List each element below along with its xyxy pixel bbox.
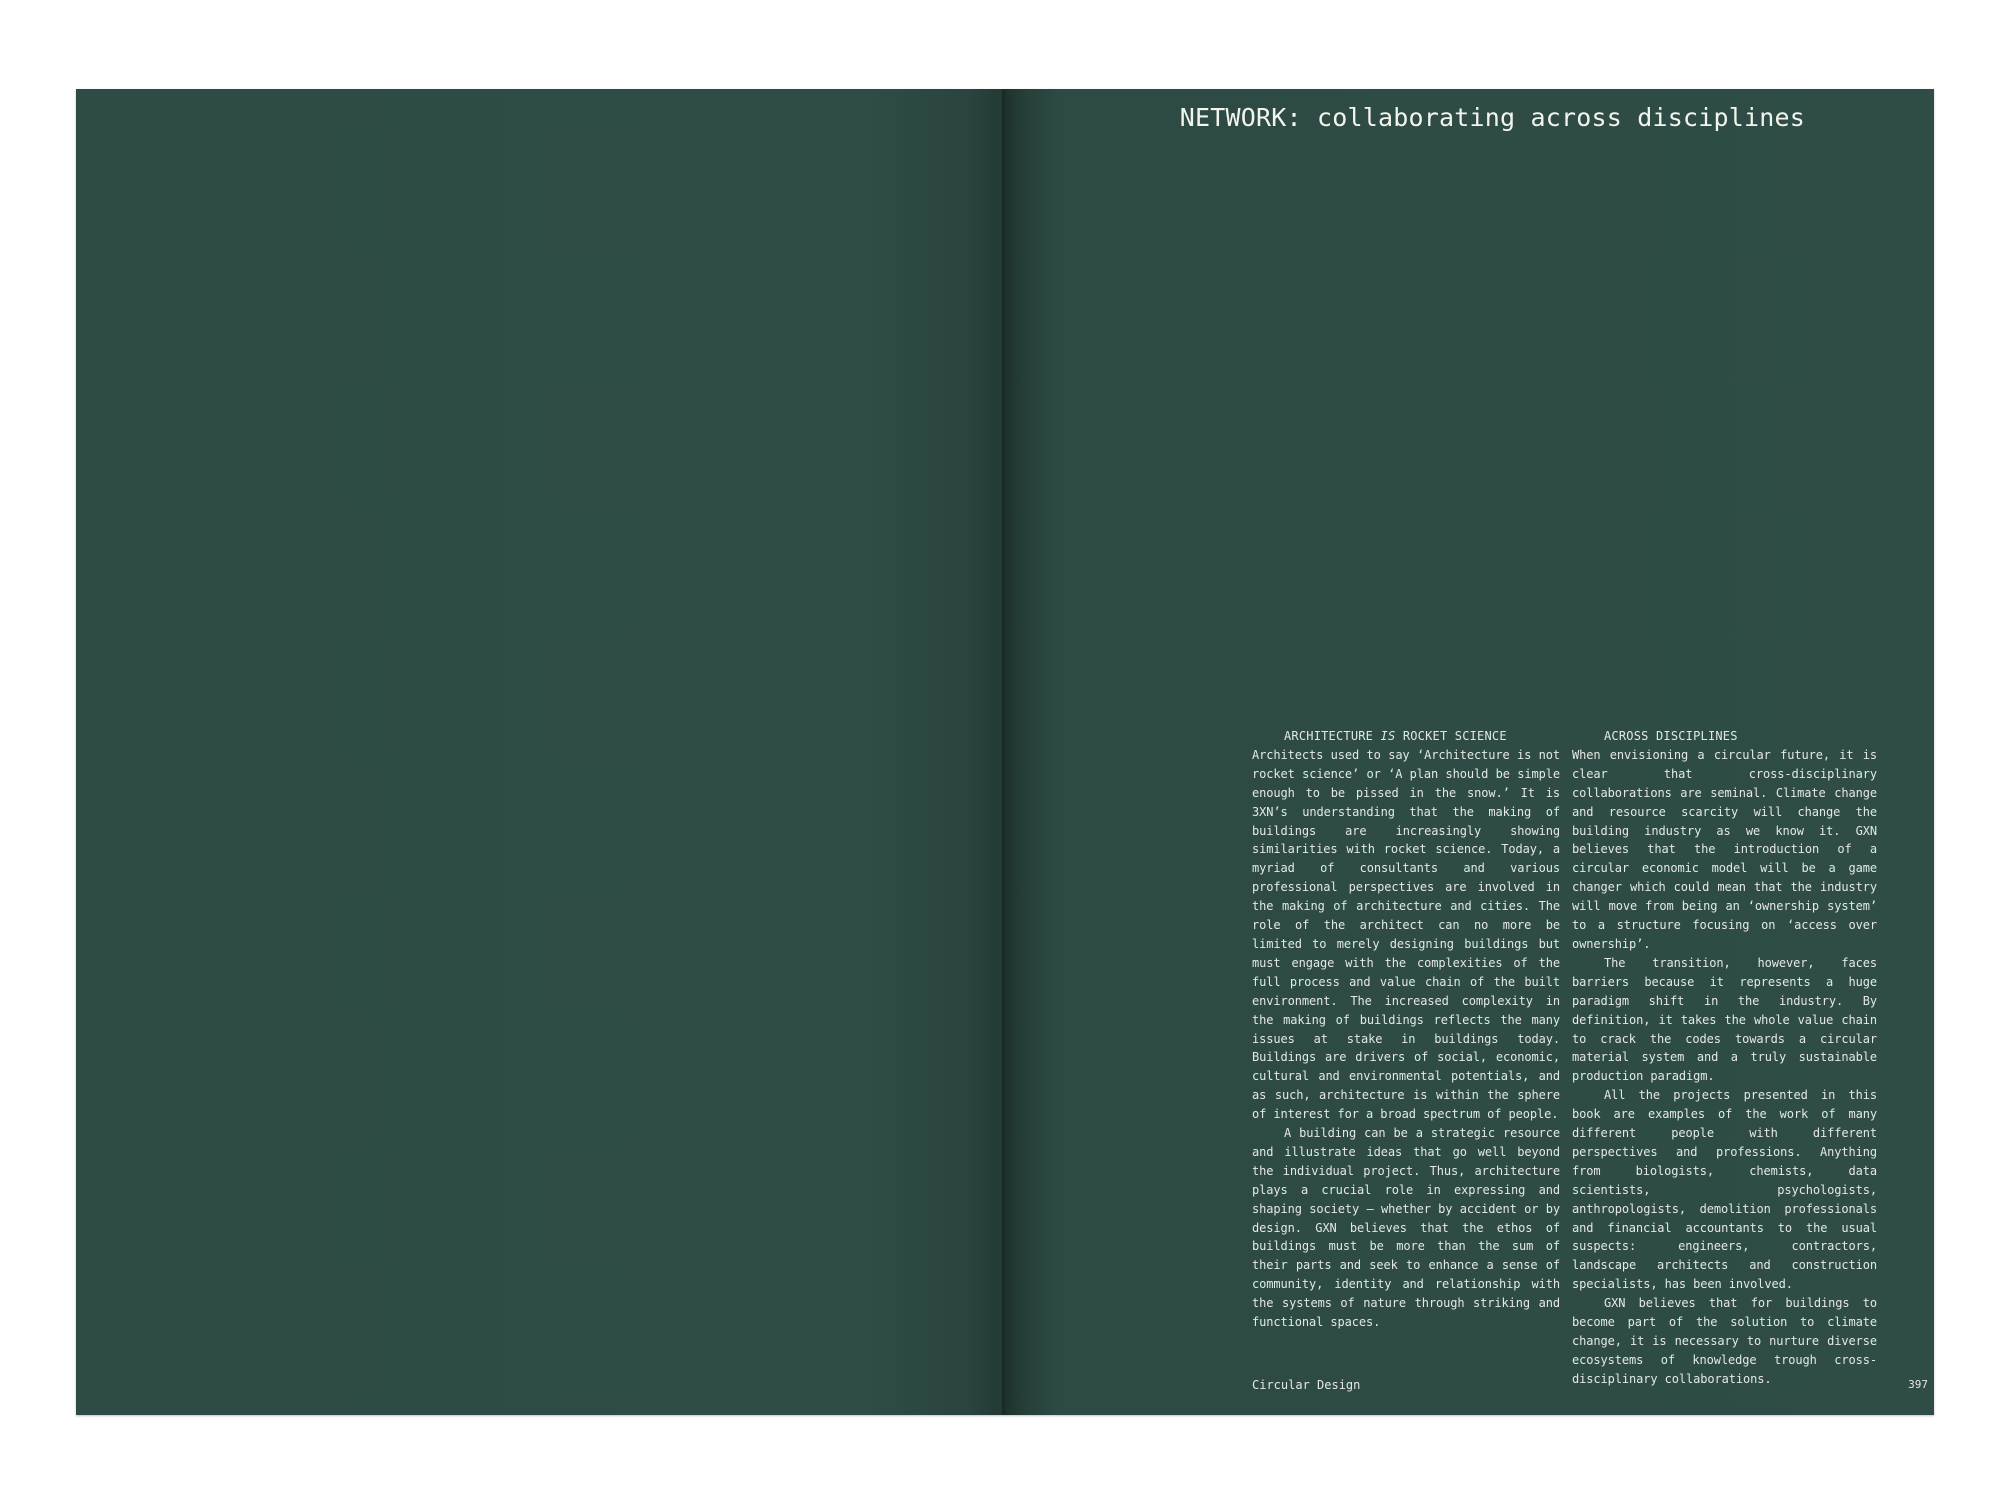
paragraph: The transition, however, faces barriers because it represents a huge paradigm shift in the industry. By definition, it takes the whole value chain to crack the codes towards a circular material system and a truly sustainable production paradigm. [1572,955,1877,1084]
section-heading-rocket-science [1252,727,1560,746]
text-column-2 [1572,727,1877,1389]
paragraph: GXN believes that for buildings to become part of the solution to climate change, it is necessary to nurture diverse ecosystems of knowledge trough cross-disciplinary collaborations. [1572,1296,1877,1386]
page-number: 397 [1908,1378,1928,1391]
book-gutter [1002,89,1005,1415]
heading-emphasis: IS [1380,729,1396,743]
left-page [76,89,1004,1415]
section-heading-across-disciplines: ACROSS DISCIPLINES [1604,729,1738,743]
right-page [1004,89,1934,1415]
paragraph: A building can be a strategic resource and illustrate ideas that go well beyond the individual project. Thus, architecture plays a crucial role in expressing and shaping society – whether by accident or by design. GXN believes that the ethos of buildings must be more than the sum of their parts and seek to enhance a sense of community, identity and relationship with the systems of nature through striking and functional spaces. [1252,1126,1560,1330]
heading-part: ROCKET SCIENCE [1395,729,1507,743]
paragraph: Architects used to say ‘Architecture is not rocket science’ or ‘A plan should be simple enough to be pissed in the snow.’ It is 3XN’s understanding that the making of buildings are increasingly showing similarities with rocket science. Today, a myriad of consultants and various professional perspectives are involved in the making of architecture and cities. The role of the architect can no more be limited to merely designing buildings but must engage with the complexities of the full process and value chain of the built environment. The increased complexity in the making of buildings reflects the many issues at stake in buildings today. Buildings are drivers of social, economic, cultural and environmental potentials, and as such, architecture is within the sphere of interest for a broad spectrum of people. [1252,747,1560,1122]
paragraph: When envisioning a circular future, it is clear that cross-disciplinary collaborations are seminal. Climate change and resource scarcity will change the building industry as we know it. GXN believes that the introduction of a circular economic model will be a game changer which could mean that the industry will move from being an ‘ownership system’ to a structure focusing on ‘access over ownership’. [1572,747,1877,951]
book-spread [76,89,1934,1415]
text-column-1 [1252,727,1560,1332]
heading-part: ARCHITECTURE [1284,729,1381,743]
page-title: NETWORK: collaborating across disciplines [1179,103,1805,132]
running-footer: Circular Design [1252,1378,1361,1392]
paragraph: All the projects presented in this book are examples of the work of many different people with different perspectives and professions. Anything from biologists, chemists, data scientists, psychologists, anthropologists, demolition professionals and financial accountants to the usual suspects: engineers, contractors, landscape architects and construction specialists, has been involved. [1572,1088,1877,1292]
